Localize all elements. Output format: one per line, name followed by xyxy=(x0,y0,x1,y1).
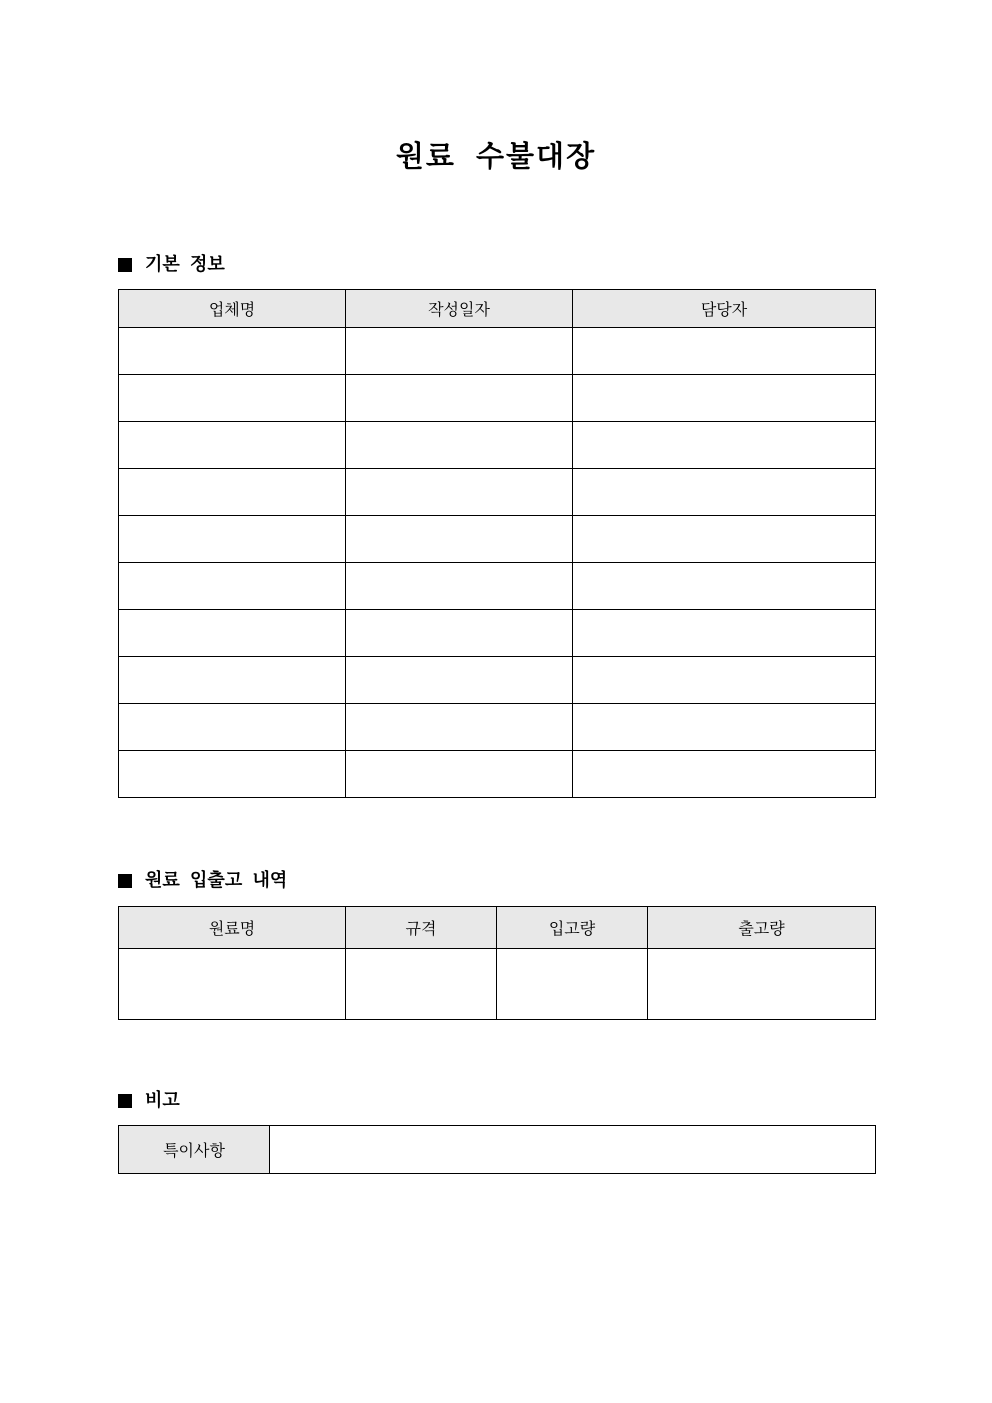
company-cell[interactable] xyxy=(119,563,346,610)
date-cell[interactable] xyxy=(346,375,573,422)
date-cell[interactable] xyxy=(346,704,573,751)
manager-cell[interactable] xyxy=(573,328,876,375)
company-cell[interactable] xyxy=(119,657,346,704)
manager-cell[interactable] xyxy=(573,563,876,610)
special-notes-label: 특이사항 xyxy=(119,1126,270,1174)
material-log-heading xyxy=(118,869,287,893)
table-row xyxy=(119,563,876,610)
material-log-heading-label: 원료 입출고 내역 xyxy=(145,870,288,891)
table-row xyxy=(119,751,876,798)
date-cell[interactable] xyxy=(346,328,573,375)
manager-cell[interactable] xyxy=(573,516,876,563)
column-header-outbound-qty: 출고량 xyxy=(648,907,876,949)
date-cell[interactable] xyxy=(346,657,573,704)
manager-cell[interactable] xyxy=(573,704,876,751)
remarks-row xyxy=(119,1126,876,1174)
date-cell[interactable] xyxy=(346,516,573,563)
basic-info-heading xyxy=(118,253,225,277)
basic-info-table xyxy=(118,289,876,798)
date-cell[interactable] xyxy=(346,469,573,516)
date-cell[interactable] xyxy=(346,563,573,610)
material-name-cell[interactable] xyxy=(119,949,346,1020)
table-row xyxy=(119,328,876,375)
basic-info-heading-label: 기본 정보 xyxy=(145,254,225,275)
table-row xyxy=(119,610,876,657)
special-notes-cell[interactable] xyxy=(270,1126,876,1174)
document-title: 원료 수불대장 xyxy=(395,139,597,173)
table-row xyxy=(119,422,876,469)
remarks-heading xyxy=(118,1089,180,1113)
column-header-manager: 담당자 xyxy=(573,290,876,328)
company-cell[interactable] xyxy=(119,516,346,563)
table-row xyxy=(119,949,876,1020)
company-cell[interactable] xyxy=(119,422,346,469)
table-row xyxy=(119,516,876,563)
date-cell[interactable] xyxy=(346,610,573,657)
remarks-heading-label: 비고 xyxy=(145,1090,180,1111)
column-header-date: 작성일자 xyxy=(346,290,573,328)
company-cell[interactable] xyxy=(119,375,346,422)
outbound-qty-cell[interactable] xyxy=(648,949,876,1020)
column-header-spec: 규격 xyxy=(346,907,497,949)
table-row xyxy=(119,704,876,751)
square-bullet-icon xyxy=(118,258,132,272)
spec-cell[interactable] xyxy=(346,949,497,1020)
manager-cell[interactable] xyxy=(573,610,876,657)
table-row xyxy=(119,657,876,704)
column-header-material-name: 원료명 xyxy=(119,907,346,949)
manager-cell[interactable] xyxy=(573,469,876,516)
company-cell[interactable] xyxy=(119,328,346,375)
manager-cell[interactable] xyxy=(573,657,876,704)
square-bullet-icon xyxy=(118,1094,132,1108)
table-row xyxy=(119,375,876,422)
company-cell[interactable] xyxy=(119,704,346,751)
table-row xyxy=(119,469,876,516)
material-log-table xyxy=(118,906,876,1020)
square-bullet-icon xyxy=(118,874,132,888)
inbound-qty-cell[interactable] xyxy=(497,949,648,1020)
company-cell[interactable] xyxy=(119,610,346,657)
date-cell[interactable] xyxy=(346,751,573,798)
company-cell[interactable] xyxy=(119,469,346,516)
column-header-inbound-qty: 입고량 xyxy=(497,907,648,949)
date-cell[interactable] xyxy=(346,422,573,469)
basic-info-header-row xyxy=(119,290,876,328)
remarks-table xyxy=(118,1125,876,1174)
material-log-header-row xyxy=(119,907,876,949)
manager-cell[interactable] xyxy=(573,375,876,422)
company-cell[interactable] xyxy=(119,751,346,798)
manager-cell[interactable] xyxy=(573,422,876,469)
column-header-company: 업체명 xyxy=(119,290,346,328)
manager-cell[interactable] xyxy=(573,751,876,798)
